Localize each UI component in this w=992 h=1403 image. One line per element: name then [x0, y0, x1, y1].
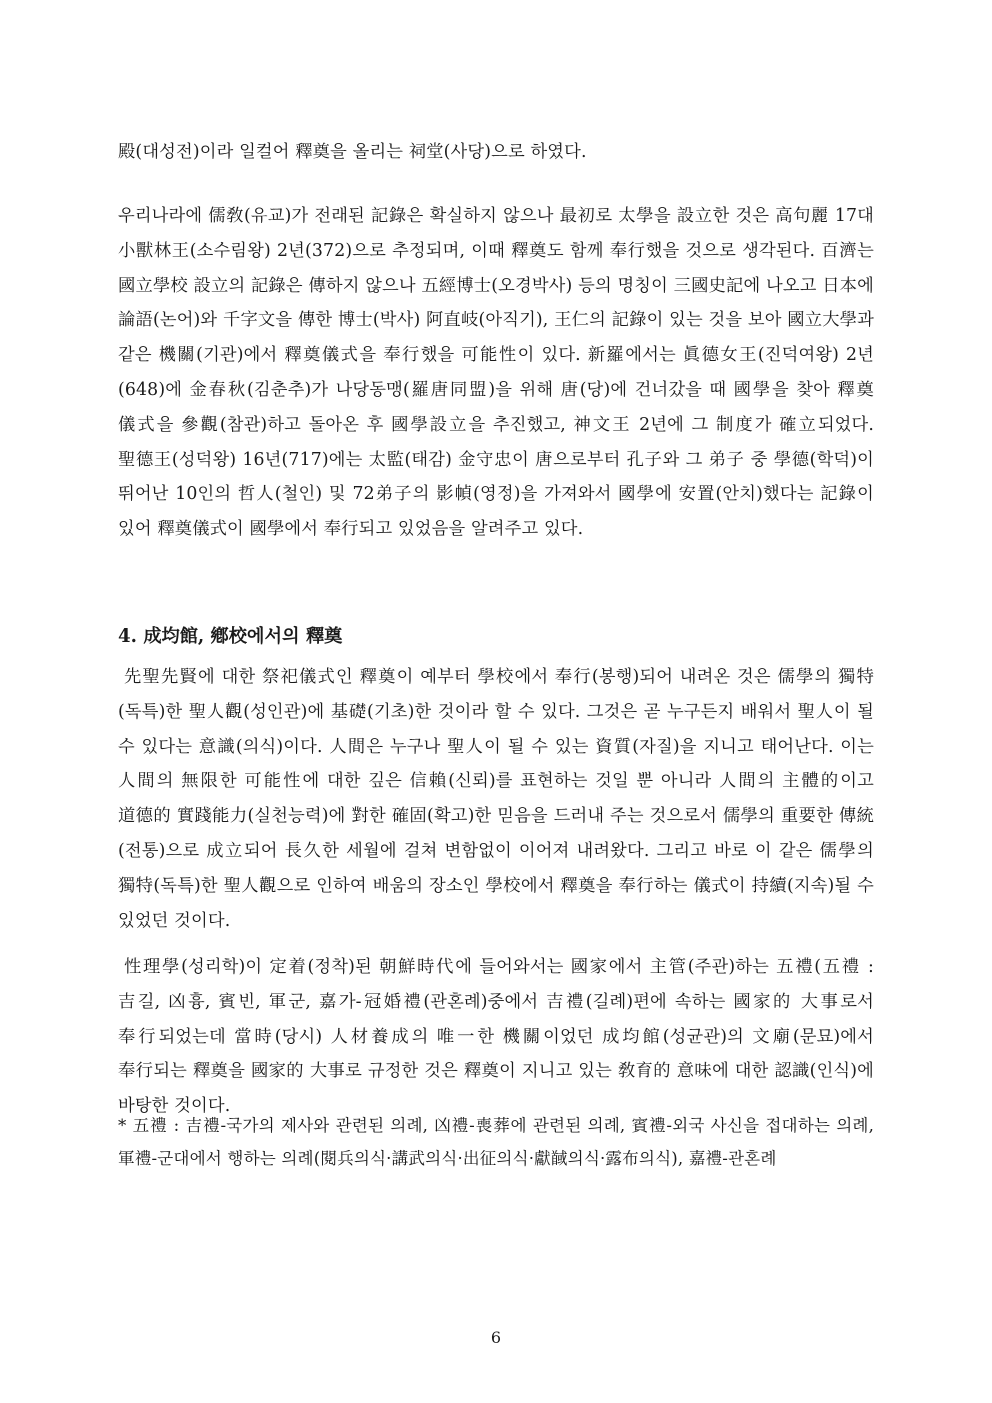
footnote-five-rites: * 五禮 : 吉禮-국가의 제사와 관련된 의례, 凶禮-喪葬에 관련된 의례, 賓禮-외국 사신을 접대하는 의례, 軍禮-군대에서 행하는 의례(閱兵의식·講武의식·出征의식·獻馘의식·露布의식), 嘉禮-관혼례	[118, 1116, 874, 1168]
paragraph-history: 우리나라에 儒敎(유교)가 전래된 記錄은 확실하지 않으나 最初로 太學을 設立한 것은 高句麗 17대 小獸林王(소수림왕) 2년(372)으로 추정되며, 이때 釋奠도 함께 奉行했을 것으로 생각된다. 百濟는 國立學校 設立의 記錄은 傳하지 않으나 五經博士(오경박사) 등의 명칭이 三國史記에 나오고 日本에 論語(논어)와 千字文을 傳한 博士(박사) 阿直岐(아직기), 王仁의 記錄이 있는 것을 보아 國立大學과 같은 機關(기관)에서 釋奠儀式을 奉行했을 可能性이 있다. 新羅에서는 眞德女王(진덕여왕) 2년(648)에 金春秋(김춘추)가 나당동맹(羅唐同盟)을 위해 唐(당)에 건너갔을 때 國學을 찾아 釋奠 儀式을 參觀(참관)하고 돌아온 후 國學設立을 추진했고, 神文王 2년에 그 制度가 確立되었다. 聖德王(성덕왕) 16년(717)에는 太監(태감) 金守忠이 唐으로부터 孔子와 그 弟子 중 學德(학덕)이 뛰어난 10인의 哲人(철인) 및 72弟子의 影幀(영정)을 가져와서 國學에 安置(안치)했다는 記錄이 있어 釋奠儀式이 國學에서 奉行되고 있었음을 알려주고 있다.	[118, 206, 874, 540]
document-page	[118, 0, 874, 1403]
paragraph-sage-view: 先聖先賢에 대한 祭祀儀式인 釋奠이 예부터 學校에서 奉行(봉행)되어 내려온 것은 儒學의 獨特(독특)한 聖人觀(성인관)에 基礎(기초)한 것이라 할 수 있다. 그것은 곧 누구든지 배워서 聖人이 될 수 있다는 意識(의식)이다. 人間은 누구나 聖人이 될 수 있는 資質(자질)을 지니고 태어난다. 이는 人間의 無限한 可能性에 대한 깊은 信賴(신뢰)를 표현하는 것일 뿐 아니라 人間의 主體的이고 道德的 實踐能力(실천능력)에 對한 確固(확고)한 믿음을 드러내 주는 것으로서 儒學의 重要한 傳統(전통)으로 成立되어 長久한 세월에 걸쳐 변함없이 이어져 내려왔다. 그리고 바로 이 같은 儒學의 獨特(독특)한 聖人觀으로 인하여 배움의 장소인 學校에서 釋奠을 奉行하는 儀式이 持續(지속)될 수 있었던 것이다.	[118, 667, 874, 931]
page-number: 6	[490, 1328, 502, 1347]
section-heading: 4. 成均館, 鄕校에서의 釋奠	[118, 626, 343, 647]
paragraph-joseon: 性理學(성리학)이 定着(정착)된 朝鮮時代에 들어와서는 國家에서 主管(주관)하는 五禮(五禮 : 吉길, 凶흉, 賓빈, 軍군, 嘉가-冠婚禮(관혼례)중에서 吉禮(길례)편에 속하는 國家的 大事로서 奉行되었는데 當時(당시) 人材養成의 唯一한 機關이었던 成均館(성균관)의 文廟(문묘)에서 奉行되는 釋奠을 國家的 大事로 규정한 것은 釋奠이 지니고 있는 敎育的 意味에 대한 認識(인식)에 바탕한 것이다.	[118, 957, 874, 1117]
paragraph-continuation: 殿(대성전)이라 일컬어 釋奠을 올리는 祠堂(사당)으로 하였다.	[118, 142, 587, 162]
